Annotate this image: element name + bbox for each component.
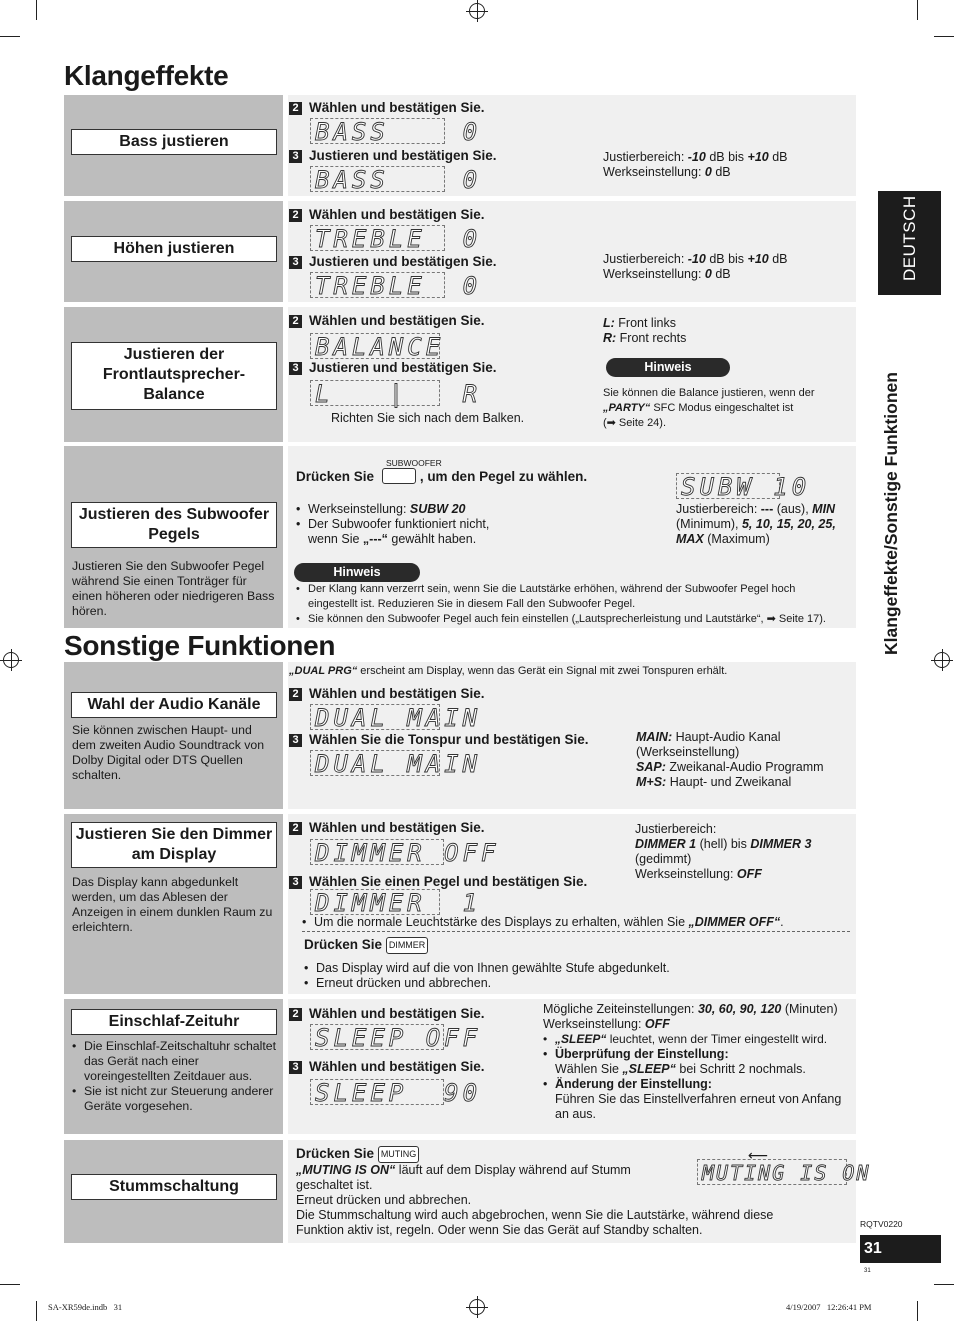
range-to: +10 — [747, 252, 769, 266]
muting-line: läuft auf dem Display während auf Stumm — [395, 1163, 631, 1177]
crop-mark — [934, 36, 954, 37]
step-text: Wählen und bestätigen Sie. — [309, 207, 485, 222]
hint-text: Der Klang kann verzerrt sein, wenn Sie die Lautstärke erhöhen, während der Subwoofer Pegel hoch — [308, 583, 796, 595]
range-unit: dB — [768, 252, 788, 266]
balance-display-2: L | R — [310, 380, 440, 406]
bullet-item — [302, 915, 784, 930]
balance-display-1: BALANCE — [310, 333, 440, 359]
range-text: (Minimum), — [676, 517, 742, 531]
tip-text: Um die normale Leuchtstärke des Displays zu erhalten, wählen Sie — [314, 915, 689, 929]
default-label: Werkseinstellung: — [603, 267, 705, 281]
bullet-text: gewählt haben. — [387, 532, 477, 546]
sleep-info — [543, 1002, 855, 1122]
footer-filename: SA-XR59de.indb 31 — [48, 1302, 123, 1312]
bullet-value: „---“ — [362, 532, 388, 546]
range-label: Justierbereich: — [603, 252, 688, 266]
muting-mode: „MUTING IS ON“ — [296, 1163, 396, 1177]
option-key: SAP: — [636, 760, 666, 774]
registration-mark-icon — [469, 1299, 485, 1315]
treble-label: Höhen justieren — [71, 236, 277, 262]
dimmer-left-cell — [64, 814, 283, 994]
bullet-item — [296, 517, 596, 547]
dimmer-step-3 — [289, 874, 587, 890]
default-unit: dB — [711, 267, 731, 281]
bass-left-cell — [64, 95, 283, 196]
step-number: 3 — [289, 876, 302, 889]
subwoofer-press — [296, 468, 587, 485]
audio-dual-prg-note — [289, 664, 727, 679]
step-text: Wählen Sie die Tonspur und bestätigen Sie. — [309, 732, 589, 747]
dimmer-range — [635, 822, 811, 882]
option-text: (Werkseinstellung) — [636, 745, 740, 759]
crop-mark — [934, 1284, 954, 1285]
scroll-arrow-icon: ⟵ — [748, 1147, 769, 1163]
step-text: Justieren und bestätigen Sie. — [309, 148, 497, 163]
bass-display-2: BASS 0 — [310, 166, 445, 192]
crop-mark — [36, 0, 37, 20]
range-text: (Maximum) — [703, 532, 770, 546]
bullet-value: SUBW 20 — [409, 502, 466, 516]
sleep-mode: „SLEEP“ — [555, 1032, 607, 1046]
bullet-text: Führen Sie das Einstellverfahren erneut von Anfang an aus. — [555, 1092, 842, 1121]
bullet-item — [543, 1077, 855, 1122]
bass-step-2 — [289, 100, 485, 116]
step-text: Wählen Sie einen Pegel und bestätigen Sie. — [309, 874, 588, 889]
sleep-description — [72, 1039, 277, 1114]
bullet-item — [543, 1047, 855, 1077]
dimmer-button: DIMMER — [386, 937, 429, 954]
audio-description: Sie können zwischen Haupt- und dem zweiten Audio Soundtrack von Dolby Digital oder DTS Quellen schalten. — [72, 723, 265, 782]
bullet-item — [296, 502, 596, 517]
l-key: L: — [603, 316, 615, 330]
step-number: 2 — [289, 822, 302, 835]
range-mid: dB bis — [705, 252, 748, 266]
divider — [302, 931, 850, 932]
crop-mark — [0, 36, 20, 37]
bullet-text: bei Schritt 2 nochmals. — [675, 1062, 806, 1076]
option-text: Haupt- und Zweikanal — [666, 775, 792, 789]
step-number: 2 — [289, 1008, 302, 1021]
bullet-heading: Änderung der Einstellung: — [555, 1077, 712, 1091]
bullet-text: Wählen Sie — [555, 1062, 623, 1076]
default-value: 0 — [704, 165, 712, 179]
option-key: M+S: — [636, 775, 667, 789]
step-number: 3 — [289, 256, 302, 269]
step-number: 2 — [289, 102, 302, 115]
times-value: 30, 60, 90, 120 — [697, 1002, 782, 1016]
chapter-vertical-title: Klangeffekte/Sonstige Funktionen — [881, 372, 901, 655]
audio-display-2: DUAL MAIN — [310, 750, 440, 776]
step-number: 3 — [289, 1061, 302, 1074]
r-text: Front rechts — [616, 331, 687, 345]
press-text: Drücken Sie — [296, 1146, 375, 1162]
tip-mode: „DIMMER OFF“ — [688, 915, 781, 929]
note-text: erscheint am Display, wenn das Gerät ein Signal mit zwei Tonspuren erhält. — [357, 665, 728, 677]
dimmer-step-2 — [289, 820, 485, 836]
language-tab-label: DEUTSCH — [900, 195, 919, 281]
balance-left-cell — [64, 307, 283, 442]
option-text: Haupt-Audio Kanal — [672, 730, 781, 744]
sleep-left-cell — [64, 999, 283, 1134]
section-title-klangeffekte: Klangeffekte — [64, 60, 229, 91]
balance-lr-legend — [603, 316, 686, 346]
sleep-step-3 — [289, 1059, 485, 1075]
treble-display-2: TREBLE 0 — [310, 272, 445, 298]
section-title-sonstige: Sonstige Funktionen — [64, 630, 336, 661]
range-to: +10 — [747, 150, 769, 164]
treble-right-cell — [288, 201, 856, 302]
range-label: Justierbereich: — [603, 150, 688, 164]
step-text: Wählen und bestätigen Sie. — [309, 100, 485, 115]
subwoofer-button-icon — [382, 468, 416, 484]
range-min: MIN — [812, 502, 836, 516]
step-text: Wählen und bestätigen Sie. — [309, 820, 485, 835]
audio-right-cell — [288, 662, 856, 809]
balance-step-3 — [289, 360, 497, 376]
bass-right-cell — [288, 95, 856, 196]
range-from: -10 — [687, 252, 706, 266]
subwoofer-description: Justieren Sie den Subwoofer Pegel während Sie einen Tonträger für einen höheren oder niedrigeren Bass hören. — [72, 559, 275, 618]
option-key: MAIN: — [636, 730, 673, 744]
l-text: Front links — [614, 316, 676, 330]
bullet-heading: Überprüfung der Einstellung: — [555, 1047, 729, 1061]
bullet-text: wenn Sie — [308, 532, 363, 546]
footer-timestamp: 4/19/2007 12:26:41 PM — [786, 1302, 872, 1312]
range-to: DIMMER 3 — [750, 837, 812, 851]
subwoofer-range — [676, 502, 856, 547]
range-from: DIMMER 1 — [635, 837, 697, 851]
subwoofer-hints — [296, 582, 856, 627]
dimmer-bullets — [304, 961, 670, 991]
registration-mark-icon — [934, 652, 950, 668]
step-number: 3 — [289, 362, 302, 375]
language-tab — [878, 191, 941, 295]
audio-step-3 — [289, 732, 589, 748]
bass-range — [603, 150, 788, 180]
bullet-text: Werkseinstellung: — [308, 502, 410, 516]
option-text: Zweikanal-Audio Programm — [665, 760, 824, 774]
range-label: Justierbereich: — [676, 502, 761, 516]
audio-left-cell — [64, 662, 283, 809]
muting-line: Erneut drücken und abbrechen. — [296, 1193, 472, 1207]
times-unit: (Minuten) — [781, 1002, 838, 1016]
subwoofer-left-cell — [64, 446, 283, 628]
party-mode: „PARTY“ — [603, 402, 651, 414]
balance-bar-hint: Richten Sie sich nach dem Balken. — [331, 411, 525, 425]
step-text: Wählen und bestätigen Sie. — [309, 686, 485, 701]
note-line: SFC Modus eingeschaltet ist — [650, 402, 794, 414]
subwoofer-label: Justieren des Subwoofer Pegels — [71, 502, 277, 548]
balance-note — [603, 386, 815, 431]
range-mid: dB bis — [705, 150, 748, 164]
muting-line: geschaltet ist. — [296, 1178, 373, 1192]
default-value: 0 — [704, 267, 712, 281]
bullet-text: Der Subwoofer funktioniert nicht, — [308, 517, 490, 531]
treble-step-3 — [289, 254, 497, 270]
dimmer-display-2: DIMMER 1 — [310, 889, 440, 915]
bullet-item: • Die Einschlaf-Zeitschaltuhr schaltet das Gerät nach einer voreingestellten Zeitdauer aus. — [72, 1039, 277, 1084]
balance-right-cell — [288, 307, 856, 442]
muting-label: Stummschaltung — [71, 1174, 277, 1200]
subwoofer-right-cell — [288, 446, 856, 628]
dimmer-right-cell — [288, 814, 856, 994]
crop-mark — [917, 0, 918, 20]
bullet-item: • Sie ist nicht zur Steuerung anderer Geräte vorgesehen. — [72, 1084, 277, 1114]
default-label: Werkseinstellung: — [603, 165, 705, 179]
audio-options — [636, 730, 824, 790]
range-text: (gedimmt) — [635, 852, 692, 866]
subwoofer-bullets — [296, 502, 596, 547]
note-line: Sie können die Balance justieren, wenn der — [603, 387, 815, 399]
press-text: Drücken Sie — [304, 937, 383, 953]
dimmer-label: Justieren Sie den Dimmer am Display — [71, 822, 277, 868]
range-values: 5, 10, 15, 20, 25, — [741, 517, 836, 531]
step-number: 2 — [289, 688, 302, 701]
bullet-item: • Sie können den Subwoofer Pegel auch fein einstellen („Lautsprecherleistung und Lautstärke“, ➡ Seite 17). — [296, 612, 856, 627]
bass-label: Bass justieren — [71, 129, 277, 155]
default-label: Werkseinstellung: — [635, 867, 737, 881]
muting-button: MUTING — [378, 1146, 420, 1163]
default-unit: dB — [711, 165, 731, 179]
hint-text: eingestellt ist. Reduzieren Sie in diesem Fall den Subwoofer Pegel. — [308, 598, 636, 610]
step-number: 2 — [289, 315, 302, 328]
range-max: MAX — [676, 532, 704, 546]
muting-left-cell — [64, 1140, 283, 1243]
bass-step-3 — [289, 148, 497, 164]
registration-mark-icon — [3, 652, 19, 668]
times-label: Mögliche Zeiteinstellungen: — [543, 1002, 698, 1016]
step-number: 3 — [289, 734, 302, 747]
r-key: R: — [603, 331, 617, 345]
step-number: 2 — [289, 209, 302, 222]
sleep-step-2 — [289, 1006, 485, 1022]
default-value: OFF — [644, 1017, 670, 1031]
range-off: --- — [760, 502, 774, 516]
page-number-small: 31 — [864, 1268, 871, 1274]
crop-mark — [0, 1284, 20, 1285]
treble-display-1: TREBLE 0 — [310, 225, 445, 251]
sleep-display-2: SLEEP 90 — [310, 1079, 444, 1105]
muting-press — [296, 1146, 419, 1163]
step-number: 3 — [289, 150, 302, 163]
dimmer-press — [304, 937, 428, 954]
crop-mark — [36, 1301, 37, 1321]
treble-left-cell — [64, 201, 283, 302]
range-label: Justierbereich: — [635, 822, 717, 836]
audio-display-1: DUAL MAIN — [310, 704, 440, 730]
range-mid: (hell) bis — [696, 837, 751, 851]
sleep-display-1: SLEEP OFF — [310, 1024, 444, 1050]
press-rest: , um den Pegel zu wählen. — [419, 469, 588, 484]
default-value: OFF — [736, 867, 762, 881]
balance-step-2 — [289, 313, 485, 329]
bullet-item — [296, 582, 856, 612]
dual-prg-mode: „DUAL PRG“ — [289, 665, 358, 677]
range-text: (aus), — [773, 502, 813, 516]
subwoofer-key-label: SUBWOOFER — [386, 458, 442, 468]
registration-mark-icon — [469, 3, 485, 19]
page-ref: (➡ Seite 24). — [603, 417, 667, 429]
step-text: Wählen und bestätigen Sie. — [309, 313, 485, 328]
bullet-item — [543, 1032, 855, 1047]
bullet-text: leuchtet, wenn der Timer eingestellt wird. — [606, 1032, 828, 1046]
page-number — [860, 1235, 941, 1263]
hinweis-badge: Hinweis — [294, 563, 420, 582]
step-text: Justieren und bestätigen Sie. — [309, 254, 497, 269]
default-label: Werkseinstellung: — [543, 1017, 645, 1031]
treble-step-2 — [289, 207, 485, 223]
range-from: -10 — [687, 150, 706, 164]
sleep-mode: „SLEEP“ — [622, 1062, 676, 1076]
muting-line: Die Stummschaltung wird auch abgebrochen, wenn Sie die Lautstärke, während diese — [296, 1208, 774, 1222]
range-unit: dB — [768, 150, 788, 164]
step-text: Wählen und bestätigen Sie. — [309, 1059, 485, 1074]
audio-label: Wahl der Audio Kanäle — [71, 692, 277, 718]
bullet-item: • Das Display wird auf die von Ihnen gewählte Stufe abgedunkelt. — [304, 961, 670, 976]
step-text: Justieren und bestätigen Sie. — [309, 360, 497, 375]
bass-display-1: BASS 0 — [310, 118, 445, 144]
muting-right-cell — [288, 1140, 871, 1243]
press-text: Drücken Sie — [296, 469, 375, 484]
bullet-item: • Erneut drücken und abbrechen. — [304, 976, 670, 991]
sleep-right-cell — [288, 999, 856, 1134]
sleep-label: Einschlaf-Zeituhr — [71, 1009, 277, 1035]
dimmer-tip — [302, 915, 784, 930]
crop-mark — [917, 1301, 918, 1321]
dimmer-display-1: DIMMER OFF — [310, 839, 444, 865]
step-text: Wählen und bestätigen Sie. — [309, 1006, 485, 1021]
subwoofer-display: SUBW 10 — [676, 473, 780, 499]
document-code: RQTV0220 — [860, 1219, 903, 1229]
tip-text: . — [780, 915, 784, 929]
balance-label: Justieren der Frontlautsprecher-Balance — [71, 342, 277, 410]
dimmer-description: Das Display kann abgedunkelt werden, um das Ablesen der Anzeigen in einem dunklen Raum zu erleichtern. — [72, 875, 273, 934]
page-number-text: 31 — [864, 1240, 882, 1257]
hinweis-badge: Hinweis — [606, 358, 730, 377]
muting-display: MUTING IS ON — [697, 1159, 847, 1185]
treble-range — [603, 252, 788, 282]
audio-step-2 — [289, 686, 485, 702]
muting-line: Funktion aktiv ist, regeln. Oder wenn Sie das Gerät auf Standby schalten. — [296, 1223, 703, 1237]
